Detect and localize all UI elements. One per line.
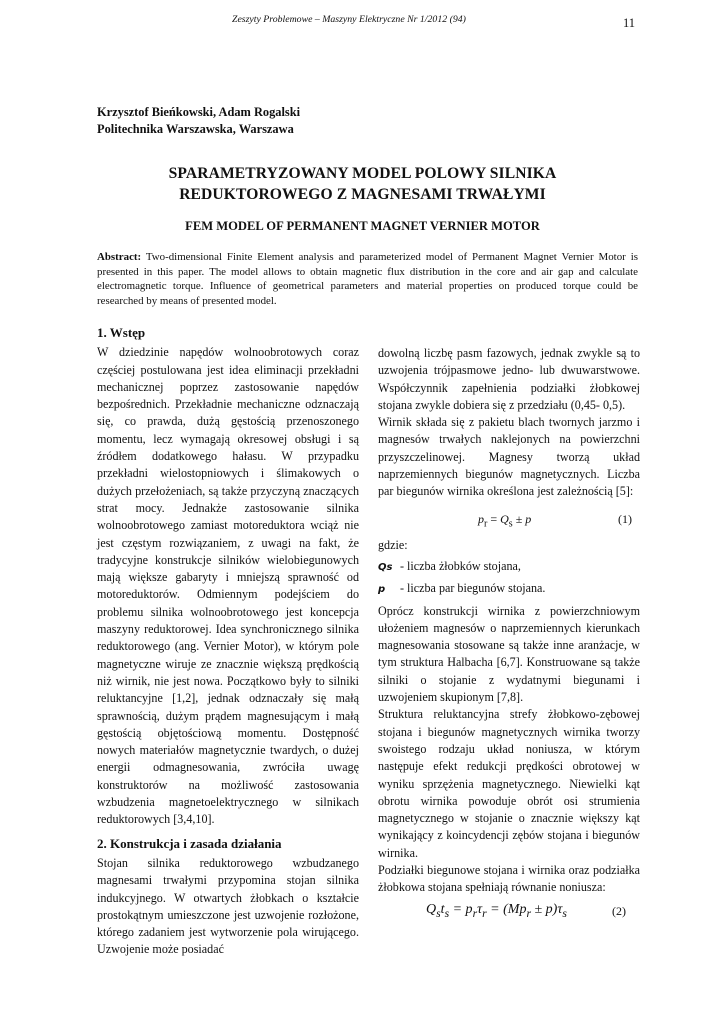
author-affiliation: Politechnika Warszawska, Warszawa (97, 122, 294, 136)
equation-1: $p_r = Q_s \pm p$ (478, 511, 532, 530)
col2-paragraph-1: dowolną liczbę pasm fazowych, jednak zwykle są to uzwojenia trójpasmowe jedno- lub dwuwarstwowe. Współczynnik zapełnienia podziałki żłobkowej stojana zwykle dobiera się z przedziału (0,45- 0,5). (378, 346, 640, 412)
col2-paragraph-3: Oprócz konstrukcji wirnika z powierzchniowym ułożeniem magnesów o naprzemiennych kierunkach magnesowania stosowane są także inne aranżacje, w tym struktura Halbacha [6,7]. Konstruowane są także silniki o stojanie z wydatnymi biegunami i uzwojeniem skupionym [7,8]. (378, 603, 640, 705)
qs-symbol: Qs (378, 561, 393, 573)
title-line-1: SPARAMETRYZOWANY MODEL POLOWY SILNIKA (168, 165, 557, 182)
abstract (97, 250, 638, 309)
title-line-2: REDUKTOROWEGO Z MAGNESAMI TRWAŁYMI (179, 186, 546, 203)
section-1-paragraph: W dziedzinie napędów wolnoobrotowych coraz częściej postulowana jest idea eliminacji przekładni mechanicznej poprzez zastosowanie napędów bezpośrednich. Przekładnie mechaniczne odznaczają się, co prawda, dużą gęstością przenoszonego momentu, lecz wymagają okresowej obsługi i są źródłem dodatkowego hałasu. W przypadku przekładni wielostopniowych i ślimakowych o dużych przełożeniach, są także przyczyną znaczących strat mocy. Jednakże zastosowanie silnika wolnoobrotowego zamiast motoreduktora wciąż nie jest częstym rozwiązaniem, z uwagi na fakt, że tradycyjne konstrukcje silników wielobiegunowych mają większe gabaryty i mniejszą sprawność od motoreduktorów. Odmiennym podejściem do problemu silnika wolnoobrotowego jest koncepcja maszyny reduktorowej. Idea synchronicznego silnika reduktorowego (ang. Vernier Motor), w którym pole magnetyczne wiruje ze znacznie większą prędkością niż wirnik, nie jest nowa. Początkowo były to silniki reluktancyjne [1,2], jednak odznaczały się małą sprawnością, dużym prądem magnesującym i małą gęstością objętościową momentu. Dostępność nowych materiałów magnetycznie twardych, o dużej energii odmagnesowania, zwróciła uwagę konstruktorów na możliwość zastosowania wzbudzenia magnetoelektrycznego w silnikach reduktorowych [3,4,10]. (97, 345, 359, 827)
left-column (97, 324, 359, 959)
col2-paragraph-5: Podziałki biegunowe stojana i wirnika oraz podziałka żłobkowa stojana spełniają równanie noniusza: (378, 863, 640, 895)
author-block (97, 104, 300, 138)
qs-definition: Qs - liczba żłobków stojana, (378, 558, 640, 576)
page-number: 11 (623, 16, 636, 30)
author-names: Krzysztof Bieńkowski, Adam Rogalski (97, 105, 301, 119)
right-column (378, 345, 640, 923)
equation-2-number: (2) (612, 903, 626, 918)
section-2-paragraph: Stojan silnika reduktorowego wzbudzanego magnesami trwałymi przypomina stojan silnika indukcyjnego. W otwartych żłobkach o kształcie prostokątnym umieszczone jest uzwojenie rozłożone, którego zadaniem jest wytworzenie pola wirującego. Uzwojenie może posiadać (97, 855, 359, 957)
equation-1-number: (1) (618, 511, 632, 526)
p-symbol: p (378, 584, 386, 596)
section-1-heading: 1. Wstęp (97, 325, 146, 340)
equation-2-line (378, 899, 640, 923)
paper-title (0, 163, 725, 205)
section-2-heading: 2. Konstrukcja i zasada działania (97, 835, 282, 851)
equation-1-line (378, 507, 640, 533)
journal-header: Zeszyty Problemowe – Maszyny Elektryczne Nr 1/2012 (94) (232, 14, 466, 25)
col2-paragraph-4: Struktura reluktancyjna strefy żłobkowo-zębowej stojana i biegunów magnetycznych wirnika tworzy swoistego rodzaju układ noniusza, w którym następuje efekt redukcji prędkości obrotowej w wyniku sprzężenia magnetycznego. Niewielki kąt obrotu wirnika powoduje obrót osi strumienia magnetycznego w stojanie o znacznie większy kąt wynikający z koincydencji zębów stojana i biegunów wirnika. (378, 707, 640, 860)
abstract-label: Abstract: (97, 251, 142, 263)
where-label: gdzie: (378, 537, 408, 552)
p-definition: p - liczba par biegunów stojana. (378, 580, 640, 598)
equation-2: $Q_st_s = p_r\tau_r = (Mp_r \pm p)\tau_s$ (426, 901, 567, 920)
english-title: FEM MODEL OF PERMANENT MAGNET VERNIER MOTOR (185, 219, 540, 233)
col2-paragraph-2: Wirnik składa się z pakietu blach twornych jarzmo i magnesów trwałych naklejonych na powierzchni przyszczelinowej. Magnesy tworzą układ naprzemiennych biegunów magnetycznych. Liczba par biegunów wirnika określona jest zależnością [5]: (378, 415, 640, 499)
abstract-text: Two-dimensional Finite Element analysis and parameterized model of Permanent Magnet Vernier Motor is presented in this paper. The model allows to obtain magnetic flux distribution in the core and air gap and calculate electromagnetic torque. Influence of geometrical parameters and material properties on produced torque could be researched by means of presented model. (97, 251, 638, 308)
